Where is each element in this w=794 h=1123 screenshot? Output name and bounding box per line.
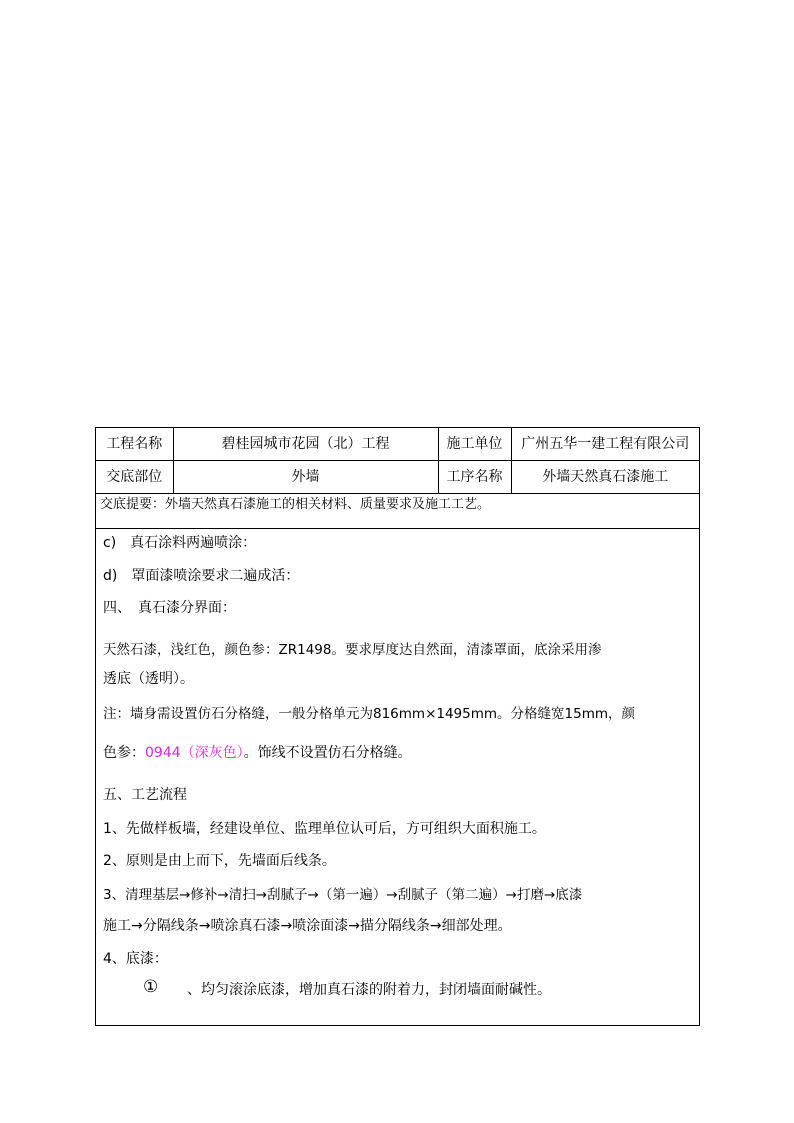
note-line1: 注：墙身需设置仿石分格缝，一般分格单元为816mm×1495mm。分格缝宽15mm，颜 — [103, 706, 636, 722]
note-suffix: 。饰线不设置仿石分格缝。 — [243, 745, 412, 761]
step-3-line1: 3、清理基层→修补→清扫→刮腻子→（第一遍）→刮腻子（第二遍）→打磨→底漆 — [103, 887, 583, 903]
process-label: 工序名称 — [438, 461, 511, 494]
summary-row — [96, 493, 699, 529]
sub-item-1-text: 、均匀滚涂底漆，增加真石漆的附着力，封闭墙面耐碱性。 — [187, 982, 551, 998]
line-d: d) 罩面漆喷涂要求二遍成活： — [103, 568, 300, 584]
para1-line1: 天然石漆，浅红色，颜色参：ZR1498。要求厚度达自然面，清漆罩面，底涂采用渗 — [103, 642, 602, 658]
contractor-value: 广州五华一建工程有限公司 — [511, 428, 699, 461]
summary-text: 交底提要：外墙天然真石漆施工的相关材料、质量要求及施工工艺。 — [100, 497, 491, 512]
note-line2 — [103, 742, 412, 762]
para1-line2: 透底（透明）。 — [103, 671, 194, 687]
location-label: 交底部位 — [96, 461, 173, 494]
section4-title: 四、 真石漆分界面： — [103, 600, 236, 616]
header-row-1 — [96, 428, 699, 461]
contractor-label: 施工单位 — [438, 428, 511, 461]
project-name-value: 碧桂园城市花园（北）工程 — [173, 428, 438, 461]
project-name-label: 工程名称 — [96, 428, 173, 461]
location-value: 外墙 — [173, 461, 438, 494]
disclosure-form — [95, 427, 700, 1026]
note-prefix: 色参： — [103, 745, 145, 761]
section5-title: 五、工艺流程 — [103, 787, 187, 803]
step-3-line2: 施工→分隔线条→喷涂真石漆→喷涂面漆→描分隔线条→细部处理。 — [103, 918, 512, 934]
note-color-code: 0944（深灰色） — [145, 745, 244, 761]
header-row-2 — [96, 461, 699, 494]
header-table — [96, 428, 699, 494]
sub-item-1-marker: ① — [143, 977, 159, 997]
line-c: c) 真石涂料两遍喷涂： — [103, 535, 257, 551]
step-4: 4、底漆： — [103, 951, 168, 967]
step-1: 1、先做样板墙，经建设单位、监理单位认可后，方可组织大面积施工。 — [103, 821, 546, 837]
process-value: 外墙天然真石漆施工 — [511, 461, 699, 494]
step-2: 2、原则是由上而下，先墙面后线条。 — [103, 853, 336, 869]
